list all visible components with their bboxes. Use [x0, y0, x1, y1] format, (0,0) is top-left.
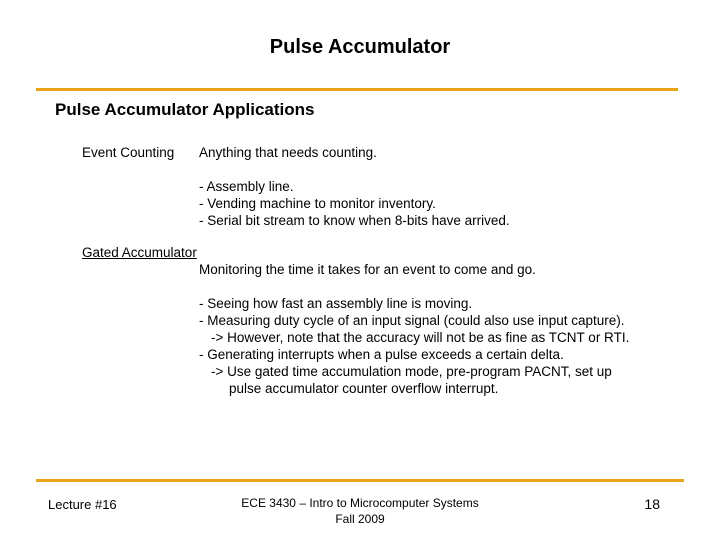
- gated-accumulator-description: Monitoring the time it takes for an event to come and go.: [199, 262, 536, 277]
- slide-title: Pulse Accumulator: [269, 36, 451, 58]
- footer-course-info: [200, 495, 520, 527]
- gated-accumulator-subnote-continued: pulse accumulator counter overflow interrupt.: [229, 381, 499, 396]
- gated-accumulator-label: Gated Accumulator: [82, 245, 197, 260]
- event-counting-description: Anything that needs counting.: [199, 145, 377, 160]
- event-counting-bullet: - Vending machine to monitor inventory.: [199, 196, 436, 211]
- gated-accumulator-bullet: - Seeing how fast an assembly line is moving.: [199, 296, 473, 311]
- event-counting-bullet: - Serial bit stream to know when 8-bits have arrived.: [199, 213, 510, 228]
- footer-course: ECE 3430 – Intro to Microcomputer Systems: [241, 496, 479, 510]
- top-divider: [36, 88, 678, 91]
- gated-accumulator-subnote: -> However, note that the accuracy will not be as fine as TCNT or RTI.: [211, 330, 630, 345]
- footer-lecture: Lecture #16: [48, 497, 117, 512]
- gated-accumulator-bullet: - Generating interrupts when a pulse exceeds a certain delta.: [199, 347, 564, 362]
- bottom-divider: [36, 479, 684, 482]
- event-counting-bullet: - Assembly line.: [199, 179, 294, 194]
- page-number: 18: [644, 496, 660, 512]
- gated-accumulator-subnote: -> Use gated time accumulation mode, pre-program PACNT, set up: [211, 364, 612, 379]
- event-counting-label: Event Counting: [82, 145, 175, 160]
- gated-accumulator-bullet: - Measuring duty cycle of an input signal (could also use input capture).: [199, 313, 625, 328]
- section-heading: Pulse Accumulator Applications: [55, 100, 315, 119]
- footer-term: Fall 2009: [335, 512, 385, 526]
